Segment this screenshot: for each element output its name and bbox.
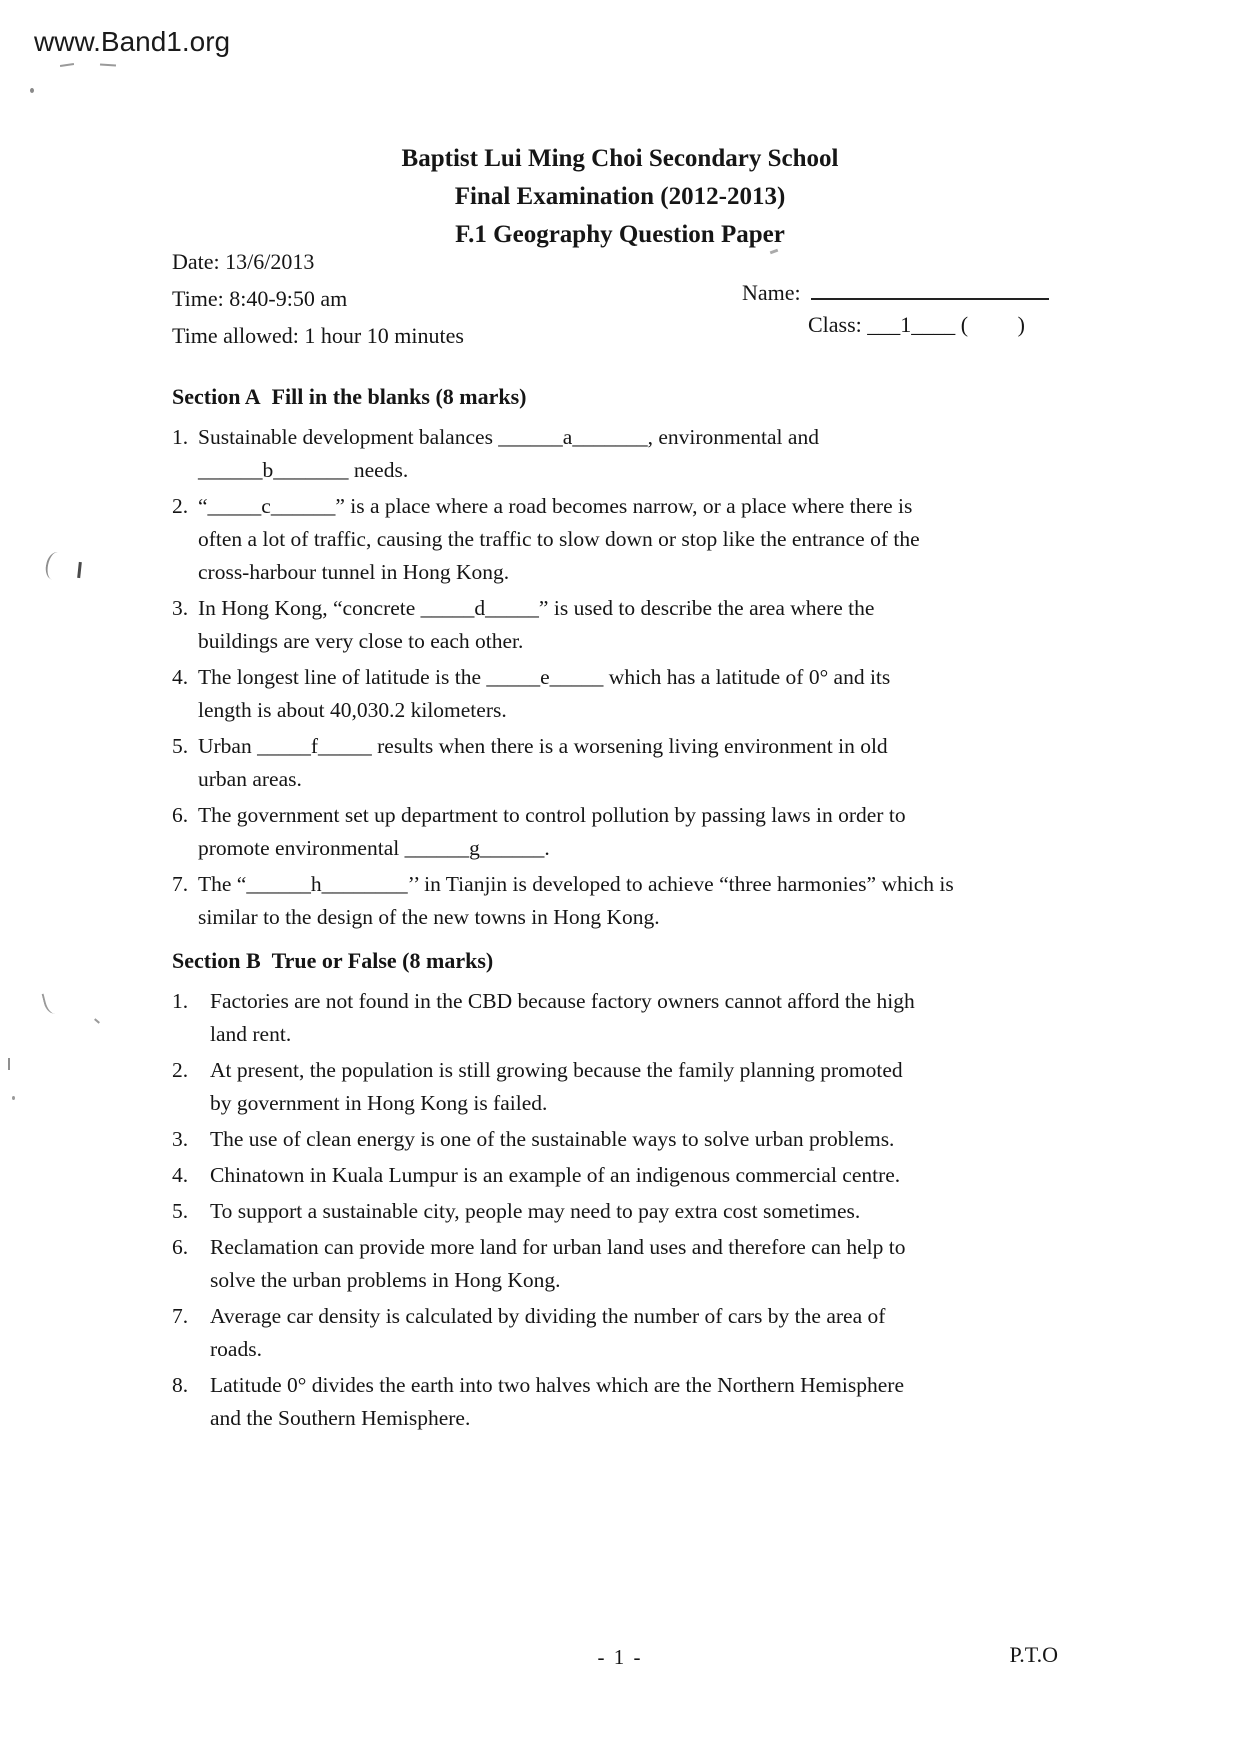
paper-body [172,380,1092,1438]
question-number: 6. [172,1235,189,1259]
question-number: 7. [172,1304,189,1328]
section-b-question-6 [172,1231,1092,1297]
page-number: - 1 - [597,1645,643,1669]
question-line: land rent. [210,1022,292,1046]
question-number: 3. [172,596,189,620]
watermark-text: www.Band1.org [34,26,231,57]
question-line: “_____c______” is a place where a road becomes narrow, or a place where there is [198,494,913,518]
question-line: Latitude 0° divides the earth into two halves which are the Northern Hemisphere [210,1373,904,1397]
scan-artifact [42,991,61,1016]
section-a-heading: Section A Fill in the blanks (8 marks) [172,384,527,409]
time-allowed: Time allowed: 1 hour 10 minutes [172,323,464,348]
section-b-question-5 [172,1195,1092,1228]
exam-info-block [172,243,464,354]
question-number: 2. [172,494,189,518]
pto-label: P.T.O [1009,1642,1058,1667]
section-b-question-1 [172,985,1092,1051]
scan-artifact [43,550,66,581]
question-line: by government in Hong Kong is failed. [210,1091,548,1115]
section-a-question-1 [172,421,1092,487]
scan-artifact [77,562,82,578]
question-line: similar to the design of the new towns in Hong Kong. [198,905,660,929]
name-label: Name: [742,280,801,305]
question-line: Reclamation can provide more land for urban land uses and therefore can help to [210,1235,906,1259]
question-number: 8. [172,1373,189,1397]
section-a-question-2 [172,490,1092,589]
question-line: often a lot of traffic, causing the traffic to slow down or stop like the entrance of the [198,527,920,551]
section-b-question-8 [172,1369,1092,1435]
question-line: promote environmental ______g______. [198,836,550,860]
section-a-question-4 [172,661,1092,727]
question-line: Urban _____f_____ results when there is a worsening living environment in old [198,734,888,758]
question-number: 1. [172,989,189,1013]
question-line: The use of clean energy is one of the sustainable ways to solve urban problems. [210,1127,895,1151]
section-b-question-3 [172,1123,1092,1156]
question-line: Chinatown in Kuala Lumpur is an example of an indigenous commercial centre. [210,1163,901,1187]
question-line: The “______h________’’ in Tianjin is developed to achieve “three harmonies” which is [198,872,954,896]
question-line: Sustainable development balances ______a_______, environmental and [198,425,819,449]
section-a-question-3 [172,592,1092,658]
scan-artifact [94,1018,100,1023]
section-b-question-7 [172,1300,1092,1366]
question-number: 4. [172,1163,189,1187]
section-b-question-4 [172,1159,1092,1192]
question-number: 4. [172,665,189,689]
section-b-question-2 [172,1054,1092,1120]
section-a-question-7 [172,868,1092,934]
scan-artifact [12,1096,15,1100]
class-label: Class: [808,312,862,337]
scan-artifact [30,88,34,93]
question-line: and the Southern Hemisphere. [210,1406,471,1430]
paper-title: F.1 Geography Question Paper [455,221,785,248]
question-number: 2. [172,1058,189,1082]
question-number: 3. [172,1127,189,1151]
question-line: To support a sustainable city, people may need to pay extra cost sometimes. [210,1199,861,1223]
section-a-question-6 [172,799,1092,865]
question-line: In Hong Kong, “concrete _____d_____” is used to describe the area where the [198,596,875,620]
question-line: roads. [210,1337,262,1361]
scan-artifact [100,63,116,66]
question-number: 6. [172,803,189,827]
class-value: ___1____ ( ) [861,312,1025,337]
question-line: The government set up department to control pollution by passing laws in order to [198,803,906,827]
question-number: 5. [172,1199,189,1223]
exam-time: Time: 8:40-9:50 am [172,286,348,311]
question-line: At present, the population is still growing because the family planning promoted [210,1058,903,1082]
name-blank-line [811,276,1049,300]
question-line: solve the urban problems in Hong Kong. [210,1268,561,1292]
scan-artifact [8,1058,10,1070]
question-line: ______b_______ needs. [198,458,409,482]
question-line: buildings are very close to each other. [198,629,524,653]
exam-title: Final Examination (2012-2013) [454,183,786,210]
question-line: cross-harbour tunnel in Hong Kong. [198,560,510,584]
question-number: 7. [172,872,189,896]
question-number: 1. [172,425,189,449]
question-line: urban areas. [198,767,302,791]
name-field-row [742,276,1049,306]
class-field-row [808,312,1025,338]
scan-artifact [60,63,74,67]
section-a-question-5 [172,730,1092,796]
section-b-heading: Section B True or False (8 marks) [172,948,494,973]
title-block [0,140,1240,254]
question-number: 5. [172,734,189,758]
question-line: Average car density is calculated by dividing the number of cars by the area of [210,1304,886,1328]
question-line: length is about 40,030.2 kilometers. [198,698,507,722]
school-name: Baptist Lui Ming Choi Secondary School [401,145,839,172]
exam-date: Date: 13/6/2013 [172,249,315,274]
question-line: Factories are not found in the CBD because factory owners cannot afford the high [210,989,915,1013]
question-line: The longest line of latitude is the _____e_____ which has a latitude of 0° and its [198,665,891,689]
